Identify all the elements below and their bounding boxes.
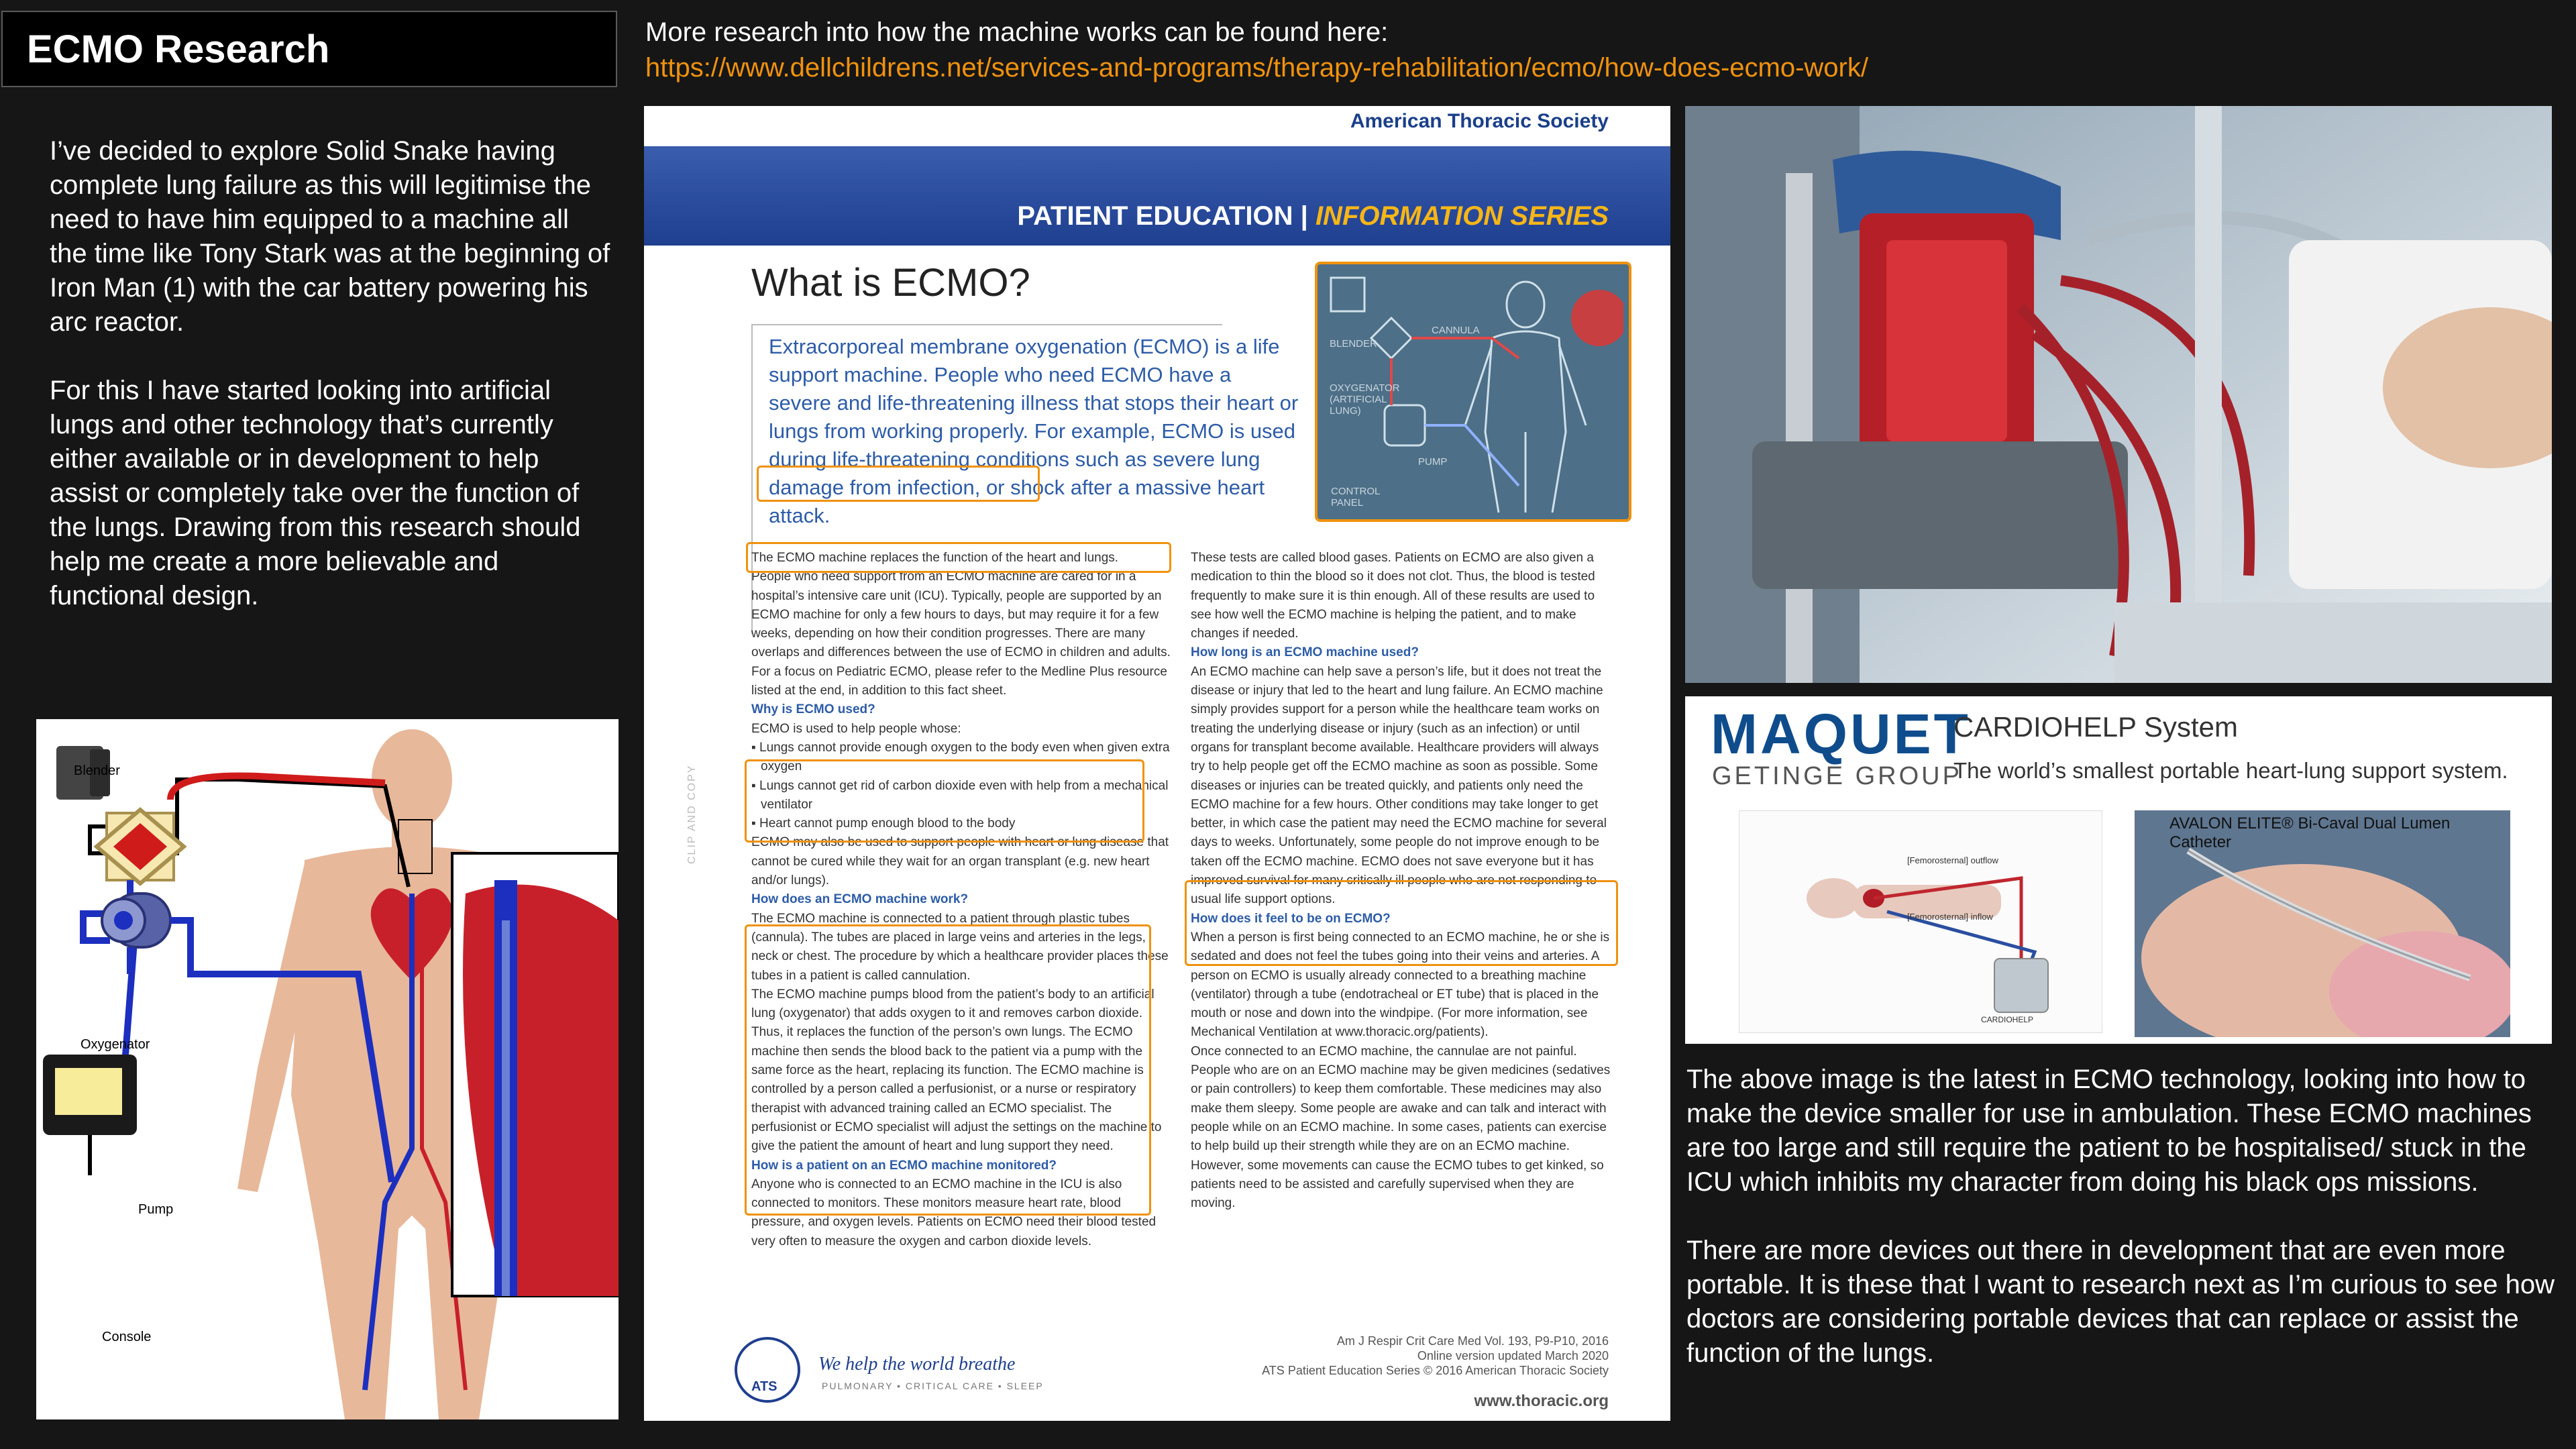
diagram-label-blender: Blender [74,763,120,778]
avalon-catheter-image [2135,810,2510,1037]
doc-intro: Extracorporeal membrane oxygenation (ECMO) is a life support machine. People who need ECMO have a severe and life-threatening illness that stops their heart or lungs from working properly. For example, ECMO is used during life-threatening conditions such as severe lung damage from infection, or shock after a massive heart attack. [769,335,1299,527]
clip-and-copy-label: CLIP AND COPY [686,764,698,864]
section-heading: How does it feel to be on ECMO? [1191,911,1391,926]
ats-logo-text: ATS [751,1379,777,1394]
page-title: ECMO Research [27,28,330,71]
body-paragraph: Once connected to an ECMO machine, the cannulae are not painful. People who are on an ECMO machine may be given medicines (sedatives or pain controllers) to keep them comfortable. These medicines may also make them sleepy. Some people are awake and can talk and interact with people while on an ECMO machine. In some cases, patients can exercise to help build up their strength while they are on an ECMO machine. However, some movements can cause the ECMO tubes to get kinked, so patients need to be assisted and carefully supervised when they are moving. [1191,1044,1611,1211]
body-paragraph: When a person is first being connected to an ECMO machine, he or she is sedated and does not feel the tubes going into their veins and arteries. A person on ECMO is usually already connected to a breathing machine (ventilator) through a tube (endotracheal or ET tube) that is placed in the mouth or nose and down into the windpipe. (For more information, see Mechanical Ventilation at www.thoracic.org/patients). [1191,930,1610,1040]
title-box [1,11,617,87]
citation-line-3: ATS Patient Education Series © 2016 American Thoracic Society [1262,1364,1609,1377]
section-heading: How long is an ECMO machine used? [1191,645,1419,660]
cardiohelp-title: CARDIOHELP System [1953,711,2238,743]
diagram-cardiohelp-label: CARDIOHELP [1981,1015,2034,1024]
research-line: More research into how the machine works can be found here: [645,17,1389,47]
left-paragraph-1: I’ve decided to explore Solid Snake having complete lung failure as this will legitimise the need to have him equipped to a machine all the time like Tony Stark was at the beginning of Iron Man (1) with the car battery powering his arc reactor. [50,136,610,337]
highlight-survival [1185,880,1618,966]
highlight-how-it-works [745,924,1151,1216]
ecmo-circuit-diagram [36,719,619,1419]
fig-label-blender: BLENDER [1330,338,1377,350]
bullet-item: ▪ Heart cannot pump enough blood to the body [751,816,1016,831]
doc-heading: What is ECMO? [751,261,1030,305]
body-paragraph: The ECMO machine replaces the function of the heart and lungs. [751,551,1119,565]
maquet-cardiohelp-panel [1685,696,2552,1044]
highlight-replaces-function [746,542,1171,573]
body-paragraph: ECMO may also be used to support people with heart or lung disease that cannot be cured while they wait for an organ transplant (e.g. new heart and/or lungs). [751,835,1169,888]
doc-banner-title [1017,201,1609,231]
footer-tagline: We help the world breathe [818,1354,1016,1375]
bullet-item: ▪ Lungs cannot provide enough oxygen to the body even when given extra oxygen [751,740,1170,774]
maquet-logo: MAQUET [1711,702,1971,765]
banner-right-text: INFORMATION SERIES [1315,201,1609,231]
diagram-illustration [36,719,619,1419]
diagram-label-pump: Pump [138,1202,174,1217]
body-paragraph: The ECMO machine is connected to a patient through plastic tubes (cannula). The tubes are placed in large veins and arteries in the legs, neck or chest. The procedure by which a healthcare provider places these tubes in a patient is called cannulation. [751,911,1169,983]
section-heading: How does an ECMO machine work? [751,892,969,907]
research-link[interactable]: https://www.dellchildrens.net/services-and-programs/therapy-rehabilitation/ecmo/how-does-ecmo-work/ [645,53,1868,83]
banner-left-text: PATIENT EDUCATION | [1017,201,1308,231]
left-description [50,134,613,647]
section-heading: Why is ECMO used? [751,702,875,717]
ecmo-photo-illustration [1685,106,2552,683]
body-paragraph: These tests are called blood gases. Patients on ECMO are also given a medication to thin the blood so it does not clot. Thus, the blood is tested frequently to make sure it is thin enough. All of these results are used to see how well the ECMO machine is helping the patient, and to make changes if needed. [1191,551,1595,641]
body-paragraph: People who need support from an ECMO machine are cared for in a hospital’s intensive care unit (ICU). Typically, people are supported by an ECMO machine for only a few hours to days, but may require it for a few weeks, depending on how their condition progresses. There are many overlaps and differences between the use of ECMO in children and adults. For a focus on Pediatric ECMO, please refer to the Medline Plus resource listed at the end, in addition to this fact sheet. [751,570,1171,698]
cardiohelp-diagram-illustration [1739,811,2102,1032]
getinge-group-label: GETINGE GROUP [1712,762,1962,790]
doc-figure [1315,262,1631,522]
citation-line-2: Online version updated March 2020 [1417,1349,1609,1362]
highlight-lung-damage [757,466,1040,502]
highlight-lungs-bullets [745,759,1144,843]
fig-label-control: CONTROL PANEL [1331,486,1380,508]
fig-label-pump: PUMP [1418,456,1448,468]
avalon-caption: AVALON ELITE® Bi-Caval Dual Lumen Catheter [2169,814,2451,851]
diagram-inflow-label: [Femorosternal] inflow [1907,912,1993,922]
section-heading: How is a patient on an ECMO machine monitored? [751,1158,1057,1173]
diagram-outflow-label: [Femorosternal] outflow [1907,855,1998,865]
fig-label-cannula: CANNULA [1432,325,1480,336]
body-paragraph: An ECMO machine can help save a person’s life, but it does not treat the disease or injury that led to the heart and lung failure. An ECMO machine simply provides support for a person while the healthcare team works on treating the underlying disease or injury (such as an infection) or until organs for transplant become available. Healthcare providers will always try to help people get off the ECMO machine as soon as possible. Some diseases or injuries can be treated quickly, and patients only need the ECMO machine for a few hours. Other conditions may take longer to get better, in which case the patient may need the ECMO machine for several days to weeks. Unfortunately, some people do not improve enough to be taken off the ECMO machine. ECMO does not save everyone but it has improved survival for many critically ill people who are not responding to usual life support options. [1191,664,1607,907]
right-description [1686,1063,2565,1405]
bullet-item: ▪ Lungs cannot get rid of carbon dioxide even with help from a mechanical ventilator [751,778,1169,812]
body-paragraph: ECMO is used to help people whose: [751,721,961,736]
diagram-label-oxygenator: Oxygenator [80,1037,150,1052]
research-note [645,15,1868,86]
ats-fact-sheet [644,106,1670,1421]
fig-label-oxygenator: OXYGENATOR (ARTIFICIAL LUNG) [1330,382,1400,417]
cardiohelp-slogan: The world’s smallest portable heart-lung support system. [1953,758,2508,783]
citation-line-1: Am J Respir Crit Care Med Vol. 193, P9-P10, 2016 [1336,1334,1609,1348]
cardiohelp-diagram [1739,810,2102,1033]
ats-header-org: American Thoracic Society [1350,110,1609,132]
left-paragraph-2: For this I have started looking into artificial lungs and other technology that’s currently either available or in development to help assist or completely take over the function of the lungs. Drawing from this research should help me create a more believable and functional design. [50,376,581,610]
right-paragraph-1: The above image is the latest in ECMO technology, looking into how to make the device smaller for use in ambulation. These ECMO machines are too large and still require the patient to be hospitalised/ stuck in the ICU which inhibits my character from doing his black ops missions. [1686,1065,2532,1197]
right-paragraph-2: There are more devices out there in development that are even more portable. It is these that I want to research next as I’m curious to see how doctors are considering portable devices that can replace or assist the function of the lungs. [1686,1236,2555,1368]
body-paragraph: Anyone who is connected to an ECMO machine in the ICU is also connected to monitors. These monitors measure heart rate, blood pressure, and oxygen levels. Patients on ECMO need their blood tested very often to measure the oxygen and carbon dioxide levels. [751,1177,1157,1248]
footer-citation [1262,1334,1609,1378]
diagram-label-console: Console [102,1330,152,1344]
footer-subtitle: PULMONARY • CRITICAL CARE • SLEEP [822,1381,1044,1391]
ecmo-machine-photo [1685,106,2552,683]
body-paragraph: The ECMO machine pumps blood from the patient’s body to an artificial lung (oxygenator) that adds oxygen to it and removes carbon dioxide. Thus, it replaces the function of the person’s own lungs. The ECMO machine then sends the blood back to the patient via a pump with the same force as the heart, replacing its function. The ECMO machine is controlled by a person called a perfusionist, or a nurse or respiratory therapist with advanced training called an ECMO specialist. The perfusionist or ECMO specialist will adjust the settings on the machine to give the patient the amount of heart and lung support they need. [751,987,1162,1154]
doc-banner [644,146,1670,246]
footer-website[interactable]: www.thoracic.org [1474,1392,1609,1410]
